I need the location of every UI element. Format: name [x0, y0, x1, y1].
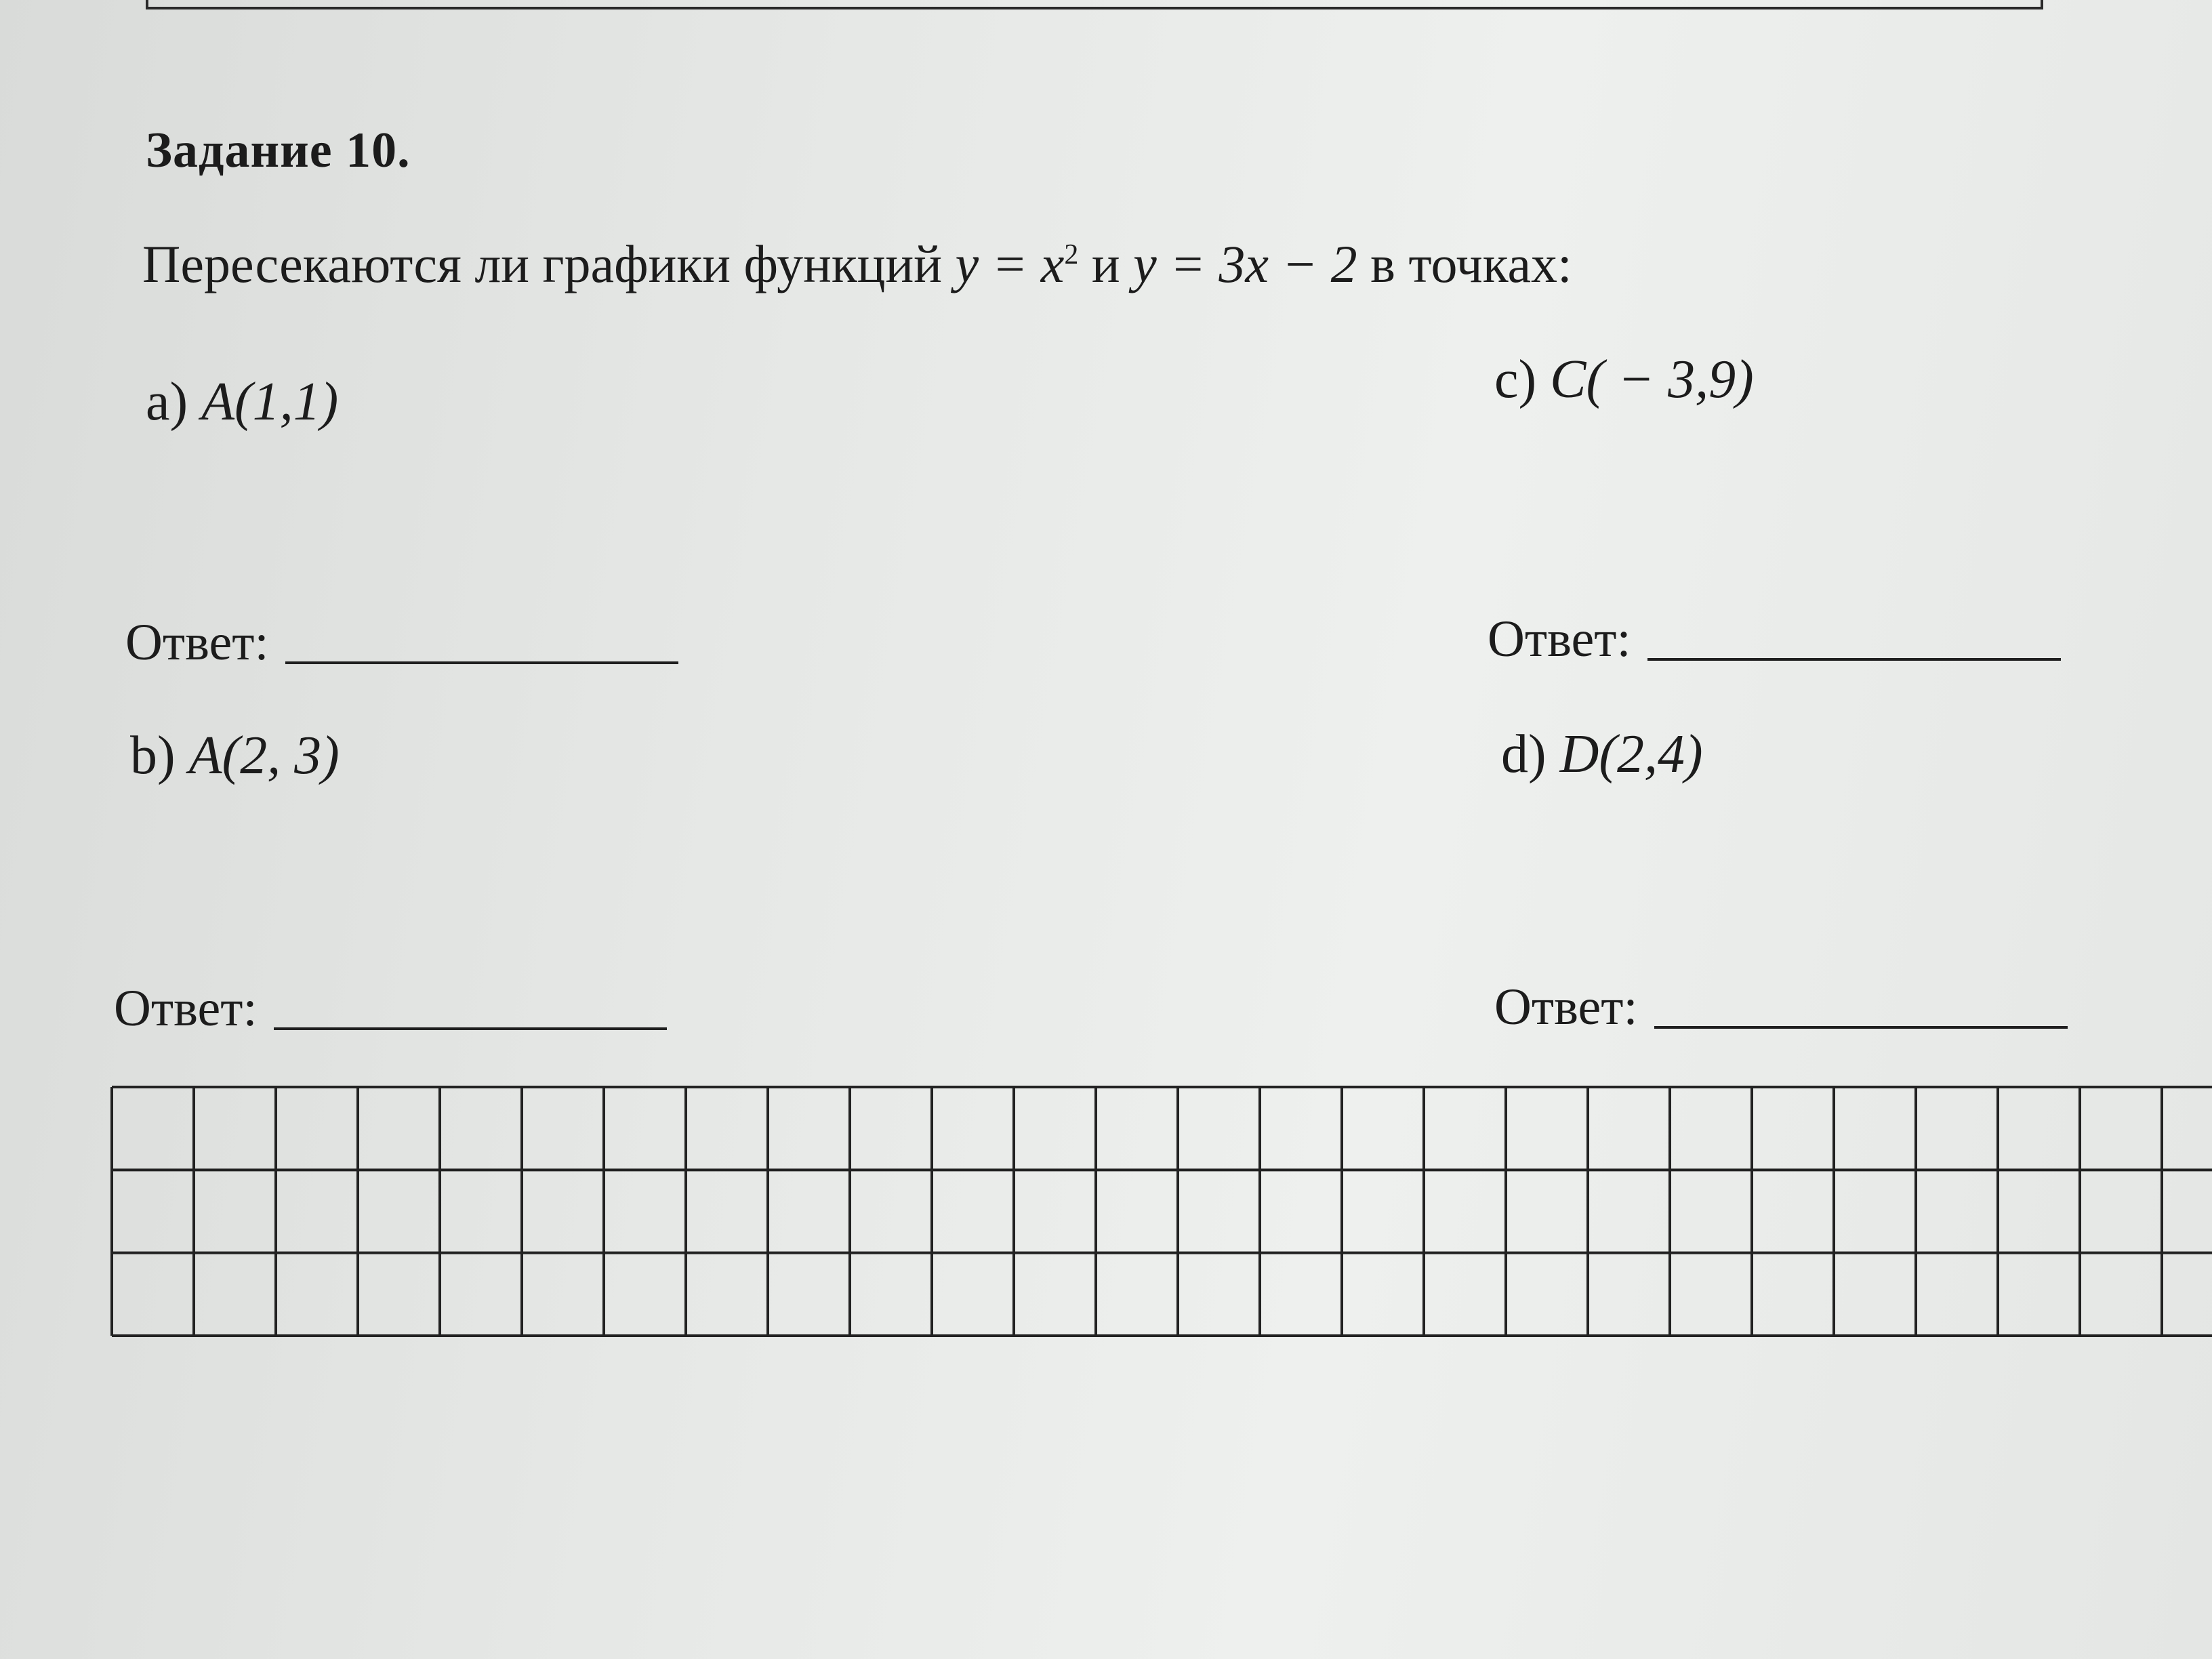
answer-c-field[interactable] — [1647, 658, 2061, 661]
item-d-label: d) — [1501, 724, 1560, 784]
answer-d-label: Ответ: — [1494, 979, 1638, 1036]
item-d — [1501, 724, 1703, 785]
item-a-label: a) — [146, 372, 202, 432]
function-1-exponent: 2 — [1064, 239, 1079, 270]
item-b-label: b) — [130, 726, 189, 785]
top-table-edge — [146, 0, 2043, 9]
task-question — [142, 234, 1572, 295]
item-b-point: A(2, 3) — [188, 726, 340, 785]
answer-a — [125, 613, 678, 672]
question-conjunction: и — [1078, 234, 1134, 293]
item-c — [1494, 349, 1754, 411]
item-d-point: D(2,4) — [1559, 724, 1703, 784]
function-1: $y = x^2$ — [955, 234, 1079, 293]
item-a — [146, 371, 338, 433]
answer-d — [1494, 978, 2068, 1037]
item-a-point: A(1,1) — [201, 372, 339, 432]
answer-b-label: Ответ: — [114, 980, 258, 1037]
answer-c — [1488, 610, 2061, 669]
question-suffix: в точках: — [1357, 234, 1572, 293]
function-2: y = 3x − 2 — [1133, 234, 1357, 293]
item-c-point: C( − 3,9) — [1550, 350, 1754, 409]
answer-a-field[interactable] — [285, 661, 678, 664]
answer-grid[interactable] — [110, 1086, 2212, 1337]
answer-b-field[interactable] — [274, 1027, 667, 1030]
answer-c-label: Ответ: — [1488, 611, 1631, 668]
item-b — [130, 725, 340, 787]
item-c-label: c) — [1494, 350, 1551, 409]
answer-b — [114, 979, 667, 1038]
answer-a-label: Ответ: — [125, 614, 269, 671]
answer-d-field[interactable] — [1654, 1026, 2068, 1029]
task-title: Задание 10. — [146, 123, 411, 178]
question-prefix: Пересекаются ли графики функций — [142, 234, 956, 293]
